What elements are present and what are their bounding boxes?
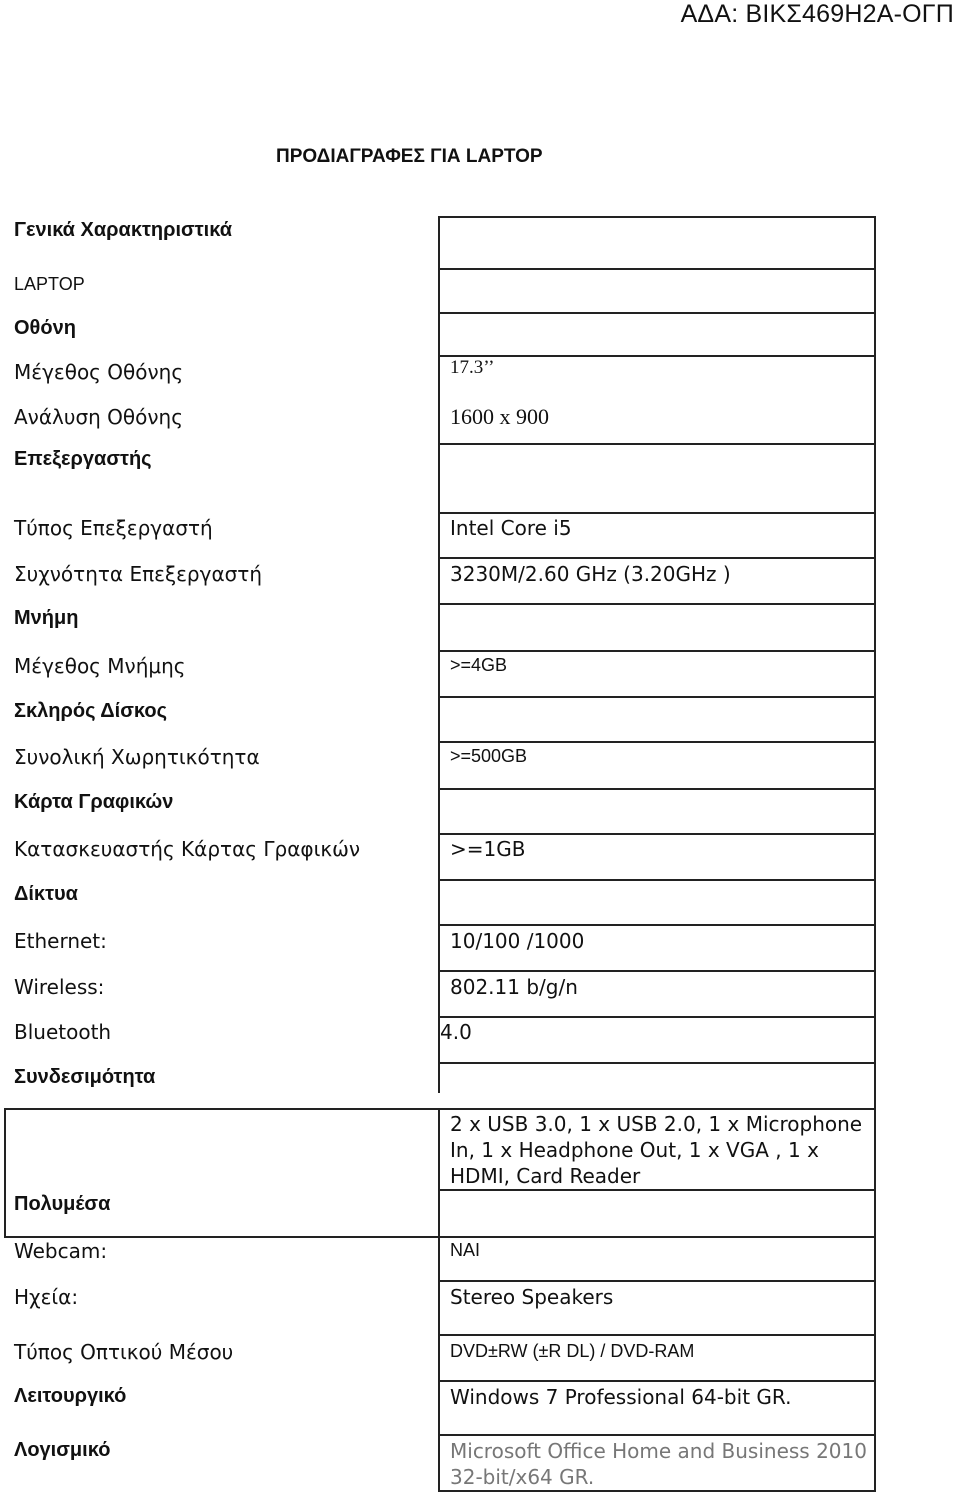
row-label-bluetooth: Bluetooth [14,1020,112,1044]
row-label-wireless: Wireless: [14,975,105,999]
row-label-resolution: Ανάλυση Οθόνης [14,405,183,429]
section-connectivity: Συνδεσιμότητα [14,1066,156,1088]
value-gpu-memory: >=1GB [450,837,526,861]
document-id: ΑΔΑ: ΒΙΚΣ469Η2Α-ΟΓΠ [680,0,954,28]
section-general: Γενικά Χαρακτηριστικά [14,219,233,241]
value-resolution: 1600 x 900 [450,404,549,429]
value-cpu-type: Intel Core i5 [450,516,572,540]
section-networks: Δίκτυα [14,883,78,905]
value-wireless: 802.11 b/g/n [450,975,578,999]
row-label-memory-size: Μέγεθος Μνήμης [14,654,186,678]
value-hdd-capacity: >=500GB [450,746,528,766]
value-ethernet: 10/100 /1000 [450,929,585,953]
row-label-gpu-maker: Κατασκευαστής Κάρτας Γραφικών [14,837,361,861]
section-memory: Μνήμη [14,607,79,629]
section-software: Λογισμικό [14,1439,111,1461]
value-bluetooth: 4.0 [440,1020,472,1044]
section-multimedia: Πολυμέσα [14,1193,111,1215]
value-connectivity: 2 x USB 3.0, 1 x USB 2.0, 1 x Microphone In, 1 x Headphone Out, 1 x VGA , 1 x HDMI, Card Reader [450,1112,863,1188]
value-cpu-frequency: 3230M/2.60 GHz (3.20GHz ) [450,562,731,586]
value-os: Windows 7 Professional 64-bit GR. [450,1385,792,1409]
section-screen: Οθόνη [14,317,76,339]
row-label-optical: Τύπος Οπτικού Μέσου [14,1340,234,1364]
row-label-cpu-type: Τύπος Επεξεργαστή [14,516,213,540]
row-label-screen-size: Μέγεθος Οθόνης [14,360,184,384]
section-graphics: Κάρτα Γραφικών [14,791,174,813]
value-optical: DVD±RW (±R DL) / DVD-RAM [450,1341,695,1361]
value-software: Microsoft Office Home and Business 2010 32-bit/x64 GR. [450,1439,867,1489]
value-memory-size: >=4GB [450,655,508,675]
row-label-speakers: Ηχεία: [14,1285,79,1309]
row-label-ethernet: Ethernet: [14,929,107,953]
value-speakers: Stereo Speakers [450,1285,614,1309]
section-processor: Επεξεργαστής [14,448,152,470]
section-os: Λειτουργικό [14,1385,127,1407]
page-title: ΠΡΟΔΙΑΓΡΑΦΕΣ ΓΙΑ LAPTOP [276,146,543,167]
section-hard-disk: Σκληρός Δίσκος [14,700,168,722]
row-label-webcam: Webcam: [14,1239,108,1263]
value-screen-size: 17.3’’ [450,357,495,378]
row-label-laptop: LAPTOP [14,274,85,294]
row-label-cpu-frequency: Συχνότητα Επεξεργαστή [14,562,263,586]
row-label-hdd-capacity: Συνολική Χωρητικότητα [14,745,260,769]
value-webcam: ΝΑΙ [450,1240,481,1260]
